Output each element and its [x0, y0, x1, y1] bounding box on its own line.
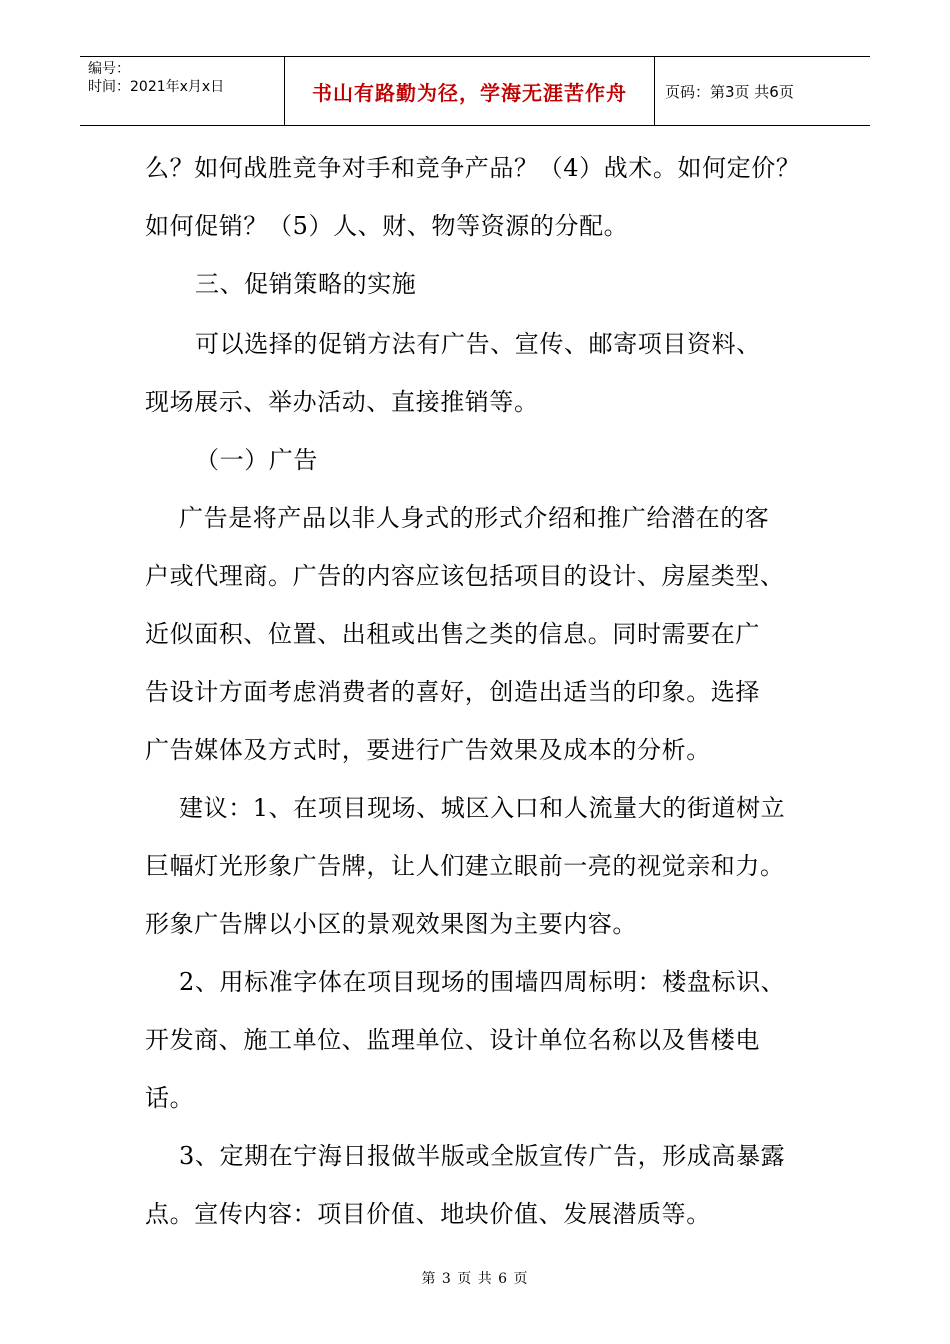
body-line: 点。宣传内容：项目价值、地块价值、发展潜质等。: [145, 1200, 711, 1228]
body-line: 开发商、施工单位、监理单位、设计单位名称以及售楼电: [145, 1026, 760, 1054]
body-line: 巨幅灯光形象广告牌，让人们建立眼前一亮的视觉亲和力。: [145, 852, 785, 880]
page-footer: 第 3 页 共 6 页: [421, 1271, 529, 1287]
document-time-label: 时间：2021年x月x日: [88, 79, 225, 95]
body-line: 3、定期在宁海日报做半版或全版宣传广告，形成高暴露: [179, 1142, 786, 1170]
body-line: 近似面积、位置、出租或出售之类的信息。同时需要在广: [145, 620, 760, 648]
body-line: 广告媒体及方式时，要进行广告效果及成本的分析。: [145, 736, 711, 764]
body-line: 告设计方面考虑消费者的喜好，创造出适当的印象。选择: [145, 678, 760, 706]
body-line: 可以选择的促销方法有广告、宣传、邮寄项目资料、: [195, 330, 761, 358]
body-line: 么？如何战胜竞争对手和竞争产品？（4）战术。如何定价？: [145, 154, 801, 182]
body-line: 现场展示、举办活动、直接推销等。: [145, 388, 539, 416]
body-line: 户或代理商。广告的内容应该包括项目的设计、房屋类型、: [145, 562, 785, 590]
body-line: 2、用标准字体在项目现场的围墙四周标明：楼盘标识、: [179, 968, 786, 996]
subsection-heading: （一）广告: [195, 446, 318, 474]
document-number-label: 编号：: [88, 61, 130, 77]
body-line: 话。: [145, 1084, 195, 1112]
body-line: 建议：1、在项目现场、城区入口和人流量大的街道树立: [179, 794, 786, 822]
section-heading: 三、促销策略的实施: [195, 270, 417, 298]
document-header: [80, 56, 870, 126]
header-meta: [80, 57, 284, 125]
body-line: 形象广告牌以小区的景观效果图为主要内容。: [145, 910, 637, 938]
body-line: 广告是将产品以非人身式的形式介绍和推广给潜在的客: [179, 504, 770, 532]
header-motto: 书山有路勤为径，学海无涯苦作舟: [312, 80, 627, 105]
body-line: 如何促销？（5）人、财、物等资源的分配。: [145, 212, 629, 240]
header-page-info: 页码：第3页 共6页: [665, 82, 794, 101]
